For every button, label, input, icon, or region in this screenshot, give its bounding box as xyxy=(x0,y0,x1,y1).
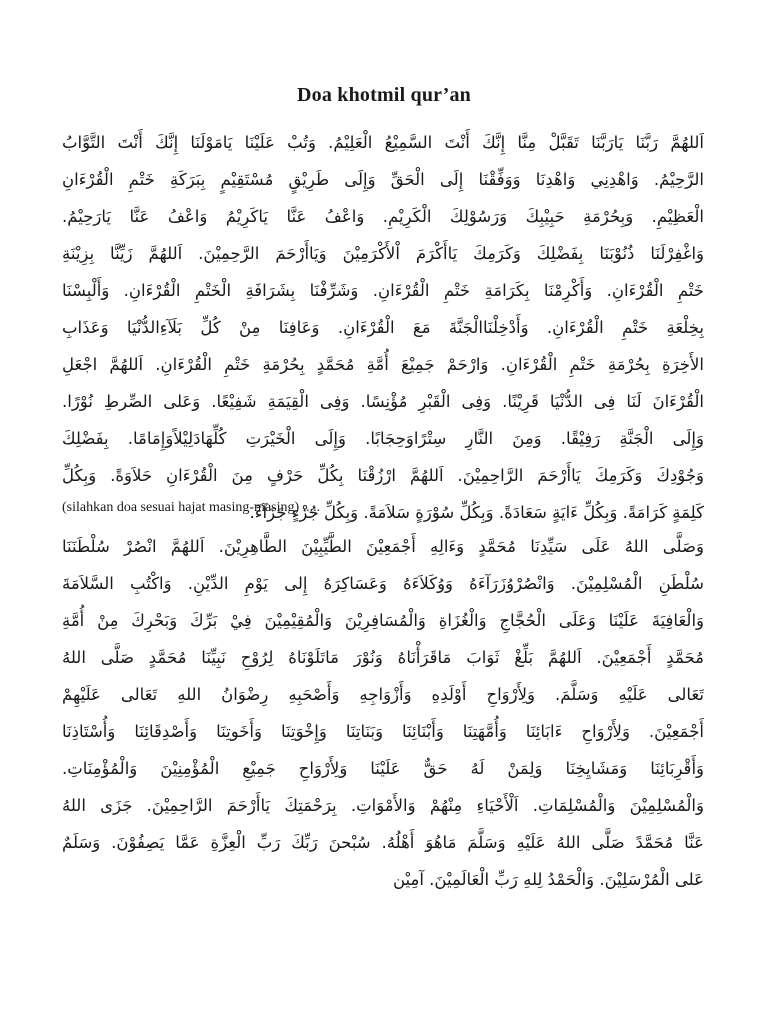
arabic-text-line: مُحَمَّدٍ أَجْمَعِيْنَ. اَللهُمَّ بَلِّغْ ثَوَابَ مَاقَرَأْنَاهُ وَنُوْرَ مَاتَلَوْنَاهُ لِرُوْحِ نَبِيِّنَا مُحَمَّدٍ صَلَّى اللهُ xyxy=(62,648,704,667)
arabic-text-line: سُلْطَنِ الْمُسْلِمِيْنَ. وَانْصُرْوُزَرَآءَهُ وَوُكَلاَءَهُ وَعَسَاكِرَهُ إِلى يَوْمِ الدِّيْنِ. وَاكْتُبِ السَّلاَمَةَ xyxy=(62,574,704,593)
arabic-text-line: الرَّحِيْمُ. وَاهْدِنِي وَاهْدِنَا وَوَفِّقْنَا إِلَى الْحَقِّ وَإِلَى طَرِيْقٍ مُسْتَقِيْمٍ بِبَرَكَةِ خَتْمِ الْقُرْءَانِ xyxy=(62,170,704,189)
arabic-text-line: تَعَالى عَلَيْهِ وَسَلَّمَ. وَلِأَرْوَاحِ أَوْلَدِهِ وَأَزْوَاجِهِ وَأَصْحَبِهِ رِضْوَانُ اللهِ تَعَالى عَلَيْهِمْ xyxy=(62,685,704,704)
instruction-note: (silahkan doa sesuai hajat masing-masing) ..... xyxy=(62,500,321,515)
arabic-text-line: وَأَقْرِبَائِنَا وَمَشَايِخِنَا وَلِمَنْ لَهُ حَقٌّ عَلَيْنَا وَلِأَرْوَاحِ جَمِيْعِ الْمُؤْمِنِيْنَ وَالْمُؤْمِنَاتِ. xyxy=(62,759,704,778)
arabic-text-line: الْقُرْءَانَ لَنَا فِى الدُّنْيَا قَرِيْنًا. وَفِى الْقَبْرِ مُؤْنِسًا. وَفِى الْقِيَمَةِ شَفِيْعًا. وَعَلى الصِّرطِ نُوْرًا. xyxy=(62,392,704,411)
arabic-text-line: وَإِلَى الْجَنَّةِ رَفِيْقًا. وَمِنَ النَّارِ سِتْرًاوَحِجَابًا. وَإِلَى الْخَيْرَتِ كُلِّهَادَلِيْلاًوَإِمَامًا. بِفَضْلِكَ xyxy=(62,429,704,448)
arabic-text-line: اَللهُمَّ رَبَّنَا يَارَبَّنَا تَقَبَّلْ مِنَّا إِنَّكَ أَنْتَ السَّمِيْعُ الْعَلِيْمُ. وَتُبْ عَلَيْنَا يَامَوْلَنَا إِنَّكَ أَنْتَ التَّوَّابُ xyxy=(62,133,704,152)
arabic-text-line: عَلى الْمُرْسَلِيْنَ. وَالْحَمْدُ لِلهِ رَبِّ الْعَالَمِيْنَ. آمِيْن xyxy=(392,870,704,889)
arabic-text-line: وَاغْفِرْلَنَا ذُنُوْبَنَا بِفَضْلِكَ وَكَرَمِكَ يَاأَكْرَمَ اْلأَكْرَمِيْنَ وَيَاأَرْحَمَ الرَّحِمِيْنَ. اَللهُمَّ زَيِّنَّا بِزِيْنَةِ xyxy=(62,244,704,263)
arabic-text-line: وَجُوْدِكَ وَكَرَمِكَ يَاأَرْحَمَ الرَّاحِمِيْنَ. اَللهُمَّ ارْزُقْنَا بِكُلِّ حَرْفٍ مِنَ الْقُرْءَانِ حَلاَوَةً. وَبِكُلِّ xyxy=(62,466,704,485)
arabic-text-line: الْعَظِيْمِ. وَبِحُرْمَةِ حَبِيْبِكَ وَرَسُوْلِكَ الْكَرِيْمِ. وَاعْفُ عَنَّا يَاكَرِيْمُ وَاعْفُ عَنَّا يَارَحِيْمُ. xyxy=(62,207,704,226)
arabic-text-line: أَجْمَعِيْنَ. وَلِأَرْوَاحِ ءَابَائِنَا وَأُمَّهَتِنَا وَأَبْنَائِنَا وَبَنَاتِنَا وَإِخْوَتِنَا وَأَخَوتِنَا وَأَصْدِقَائِنَا وَأُسْتَاذِنَا xyxy=(62,722,704,741)
arabic-text-line: وَصَلَّى اللهُ عَلَى سَيِّدِنَا مُحَمَّدٍ وَءَالِهِ أَجْمَعِيْنَ الطَّيِّبِيْنَ الطَّاهِرِيْنَ. اَللهُمَّ انْصُرْ سُلْطَنَنَا xyxy=(62,537,704,556)
arabic-text-line: خَتْمِ الْقُرْءَانِ. وَأَكْرِمْنَا بِكَرَامَةِ خَتْمِ الْقُرْءَانِ. وَشَرِّفْنَا بِشَرَافَةِ الْخَتْمِ الْقُرْءَانِ. وَأَلْبِسْنَا xyxy=(62,281,704,300)
arabic-text-line: عَنَّا مُحَمَّدً صَلَّى اللهُ عَلَيْهِ وَسَلَّمَ مَاهُوَ أَهْلُهُ. سُبْحنَ رَبِّكَ رَبِّ الْعِزَّةِ عَمَّا يَصِفُوْنَ. وَسَلَمٌ xyxy=(62,833,704,852)
prayer-section-2 xyxy=(62,528,704,898)
arabic-text-line: الأَخِرَةِ بِحُرْمَةِ خَتْمِ الْقُرْءَانِ. وَارْحَمْ جَمِيْعَ أُمَّةِ مُحَمَّدٍ بِحُرْمَةِ خَتْمِ الْقُرْءَانِ. اَللهُمَّ اجْعَلِ xyxy=(62,355,704,374)
arabic-text-line: كَلِمَةٍ كَرَامَةً. وَبِكُلِّ ءَايَةٍ سَعَادَةً. وَبِكُلِّ سُوْرَةٍ سَلاَمَةً. وَبِكُلِّ جُزْءٍ جَزَآءً. xyxy=(249,503,704,522)
arabic-text-line: وَالْمُسْلِمِيْنَ وَالْمُسْلِمَاتِ. اَلْأَحْيَاءِ مِنْهُمْ وَالأَمْوَاتِ. بِرَحْمَتِكَ يَاأَرْحَمَ الرَّاحِمِيْنَ. جَزَى اللهُ xyxy=(62,796,704,815)
arabic-text-line: وَالْعَافِيَةَ عَلَيْنَا وَعَلَى الْحُجَّاجِ وَالْغُزَاةِ وَالْمُسَافِرِيْنَ وَالْمُقِيْمِيْنَ فِيْ بَرِّكَ وَبَحْرِكَ مِنْ أُمَّةِ xyxy=(62,611,704,630)
arabic-text-line: بِخِلْعَةِ خَتْمِ الْقُرْءَانِ. وَأَدْخِلْنَاالْجَنَّةَ مَعَ الْقُرْءَانِ. وَعَافِنَا مِنْ كُلِّ بَلَآءِالدُّنْيَا وَعَذَابِ xyxy=(62,318,704,337)
prayer-section-1 xyxy=(62,124,704,531)
document-title: Doa khotmil qur’an xyxy=(297,84,471,106)
